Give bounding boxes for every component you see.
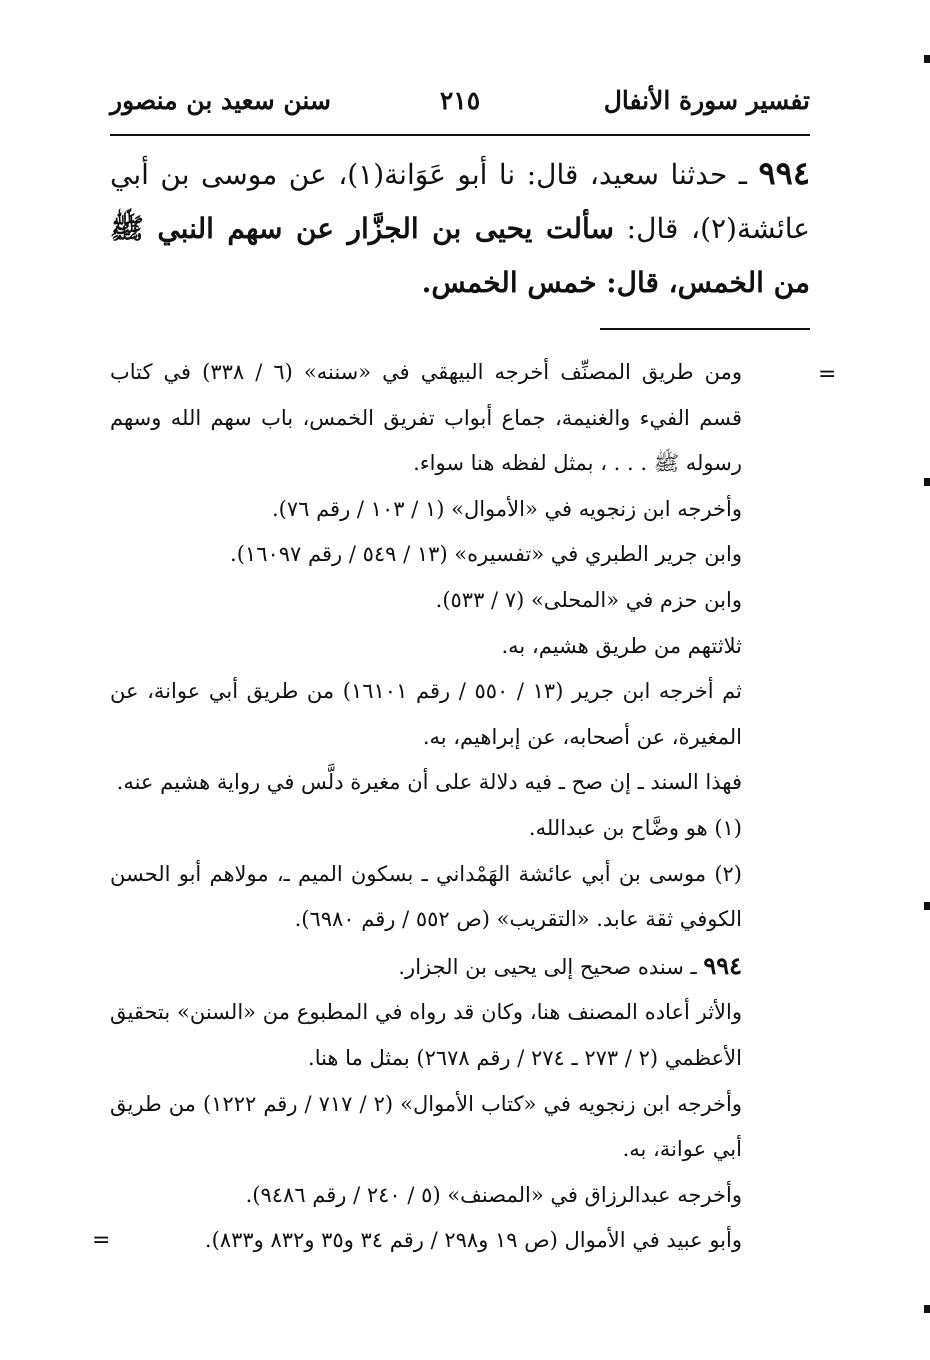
- scan-mark: [924, 902, 930, 910]
- footnote-1: (١) هو وضَّاح بن عبدالله.: [528, 815, 742, 840]
- scan-mark: [924, 55, 930, 63]
- footnote-paragraph: وابن جرير الطبري في «تفسيره» (١٣ / ٥٤٩ / رقم ١٦٠٩٧).: [230, 542, 742, 567]
- header-divider: [110, 134, 810, 136]
- commentary-paragraph: والأثر أعاده المصنف هنا، وكان قد رواه في المطبوع من «السنن» بتحقيق الأعظمي (٢ / ٢٧٣ ـ ٢٧٤ / رقم ٢٦٧٨) بمثل ما هنا.: [110, 1000, 742, 1070]
- commentary-heading: [110, 943, 810, 991]
- footnote-paragraph: وابن حزم في «المحلى» (٧ / ٥٣٣).: [435, 587, 742, 612]
- footnote-paragraph: ثلاثتهم من طريق هشيم، به.: [501, 633, 742, 658]
- footnote-divider: [600, 328, 810, 330]
- footnote-2: (٢) موسى بن أبي عائشة الهَمْداني ـ بسكون الميم ـ، مولاهم أبو الحسن الكوفي ثقة عابد. «التقريب» (ص ٥٥٢ / رقم ٦٩٨٠).: [110, 861, 742, 932]
- hadith-number: ٩٩٤: [758, 154, 810, 192]
- commentary-number: ٩٩٤: [703, 950, 742, 980]
- page-number: ٢١٥: [439, 86, 481, 115]
- commentary-paragraph: وأخرجه ابن زنجويه في «كتاب الأموال» (٢ / ٧١٧ / رقم ١٢٢٢) من طريق أبي عوانة، به.: [110, 1091, 742, 1162]
- hadith-text: [110, 146, 810, 310]
- commentary-paragraph: وأخرجه عبدالرزاق في «المصنف» (٥ / ٢٤٠ / رقم ٩٤٨٦).: [245, 1182, 742, 1207]
- commentary-paragraph: وأبو عبيد في الأموال (ص ١٩ و٢٩٨ / رقم ٣٤ و٣٥ و٨٣٢ و٨٣٣).: [204, 1228, 742, 1253]
- footnote-paragraph: ومن طريق المصنِّف أخرجه البيهقي في «سننه» (٦ / ٣٣٨) في كتاب قسم الفيء والغنيمة، جماع أبواب تفريق الخمس، باب سهم الله وسهم رسوله ﷺ . . . ، بمثل لفظه هنا سواء.: [110, 360, 742, 476]
- footnote-paragraph: وأخرجه ابن زنجويه في «الأموال» (١ / ١٠٣ / رقم ٧٦).: [271, 496, 742, 521]
- footnote-paragraph: ثم أخرجه ابن جرير (١٣ / ٥٥٠ / رقم ١٦١٠١) من طريق أبي عوانة، عن المغيرة، عن أصحابه، عن إبراهيم، به.: [110, 679, 742, 749]
- hadith-matn: سألت يحيى بن الجزَّار عن سهم النبي ﷺ من الخمس، قال: خمس الخمس.: [110, 212, 810, 299]
- commentary-lead: ـ سنده صحيح إلى يحيى بن الجزار.: [398, 954, 704, 979]
- book-title: سنن سعيد بن منصور: [110, 86, 331, 115]
- continuation-marker-top: =: [818, 362, 837, 387]
- hadith-isnad: ـ حدثنا سعيد، قال: نا أبو عَوَانة(١)، عن موسى بن أبي عائشة(٢)، قال:: [110, 158, 810, 245]
- continuation-marker-bottom: =: [92, 1228, 111, 1253]
- footnotes: [110, 350, 810, 1264]
- scan-mark: [924, 1305, 930, 1313]
- running-header: [110, 86, 810, 126]
- surah-title: تفسير سورة الأنفال: [603, 86, 810, 115]
- footnote-paragraph: فهذا السند ـ إن صح ـ فيه دلالة على أن مغيرة دلَّس في رواية هشيم عنه.: [116, 770, 742, 795]
- scan-mark: [924, 478, 930, 486]
